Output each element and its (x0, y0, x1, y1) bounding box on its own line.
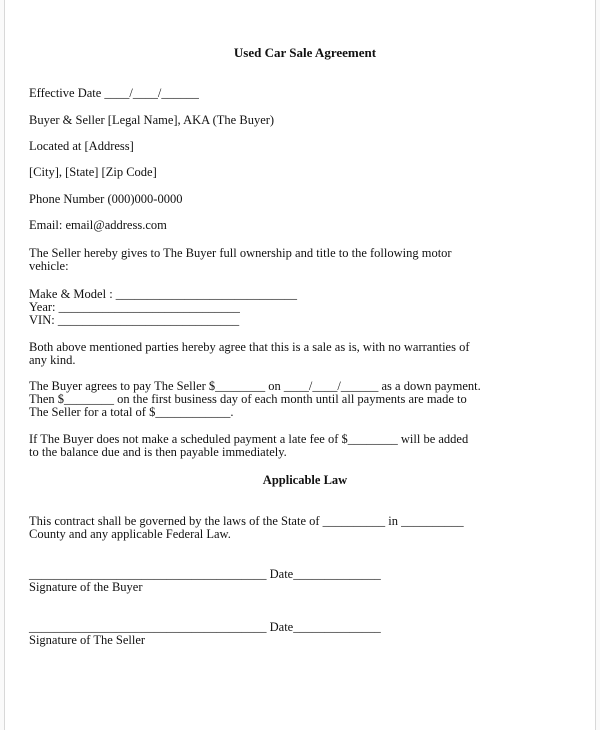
law-text-2: County and any applicable Federal Law. (29, 527, 231, 541)
sale-as-is-text-1: Both above mentioned parties hereby agree that this is a sale as is, with no warranties of (29, 340, 470, 354)
address-line: Located at [Address] (29, 139, 134, 153)
phone-line: Phone Number (000)000-0000 (29, 192, 183, 206)
effective-date-line: Effective Date ____/____/______ (29, 86, 199, 100)
payment-text-2: Then $________ on the first business day of each month until all payments are made to (29, 392, 467, 406)
late-fee-text-1: If The Buyer does not make a scheduled payment a late fee of $________ will be added (29, 432, 469, 446)
buyer-seller-line: Buyer & Seller [Legal Name], AKA (The Buyer) (29, 113, 275, 127)
buyer-signature-line: ______________________________________ Date______________ (29, 567, 381, 581)
sale-as-is-text-2: any kind. (29, 353, 76, 367)
seller-signature-line: ______________________________________ Date______________ (29, 620, 381, 634)
year-line: Year: _____________________________ (29, 300, 240, 314)
make-model-line: Make & Model : _____________________________ (29, 287, 298, 301)
document-page (4, 0, 596, 730)
document-title: Used Car Sale Agreement (233, 45, 377, 60)
payment-text-1: The Buyer agrees to pay The Seller $________ on ____/____/______ as a down payment. (29, 379, 481, 393)
payment-text-3: The Seller for a total of $____________. (29, 405, 234, 419)
vin-line: VIN: _____________________________ (29, 313, 240, 327)
ownership-text-1: The Seller hereby gives to The Buyer full ownership and title to the following motor (29, 246, 452, 260)
late-fee-text-2: to the balance due and is then payable immediately. (29, 445, 287, 459)
email-line: Email: email@address.com (29, 218, 167, 232)
buyer-signature-label: Signature of the Buyer (29, 580, 143, 594)
seller-signature-label: Signature of The Seller (29, 633, 146, 647)
applicable-law-heading: Applicable Law (262, 473, 348, 487)
law-text-1: This contract shall be governed by the laws of the State of __________ in __________ (29, 514, 464, 528)
ownership-text-2: vehicle: (29, 259, 69, 273)
city-state-zip-line: [City], [State] [Zip Code] (29, 165, 157, 179)
